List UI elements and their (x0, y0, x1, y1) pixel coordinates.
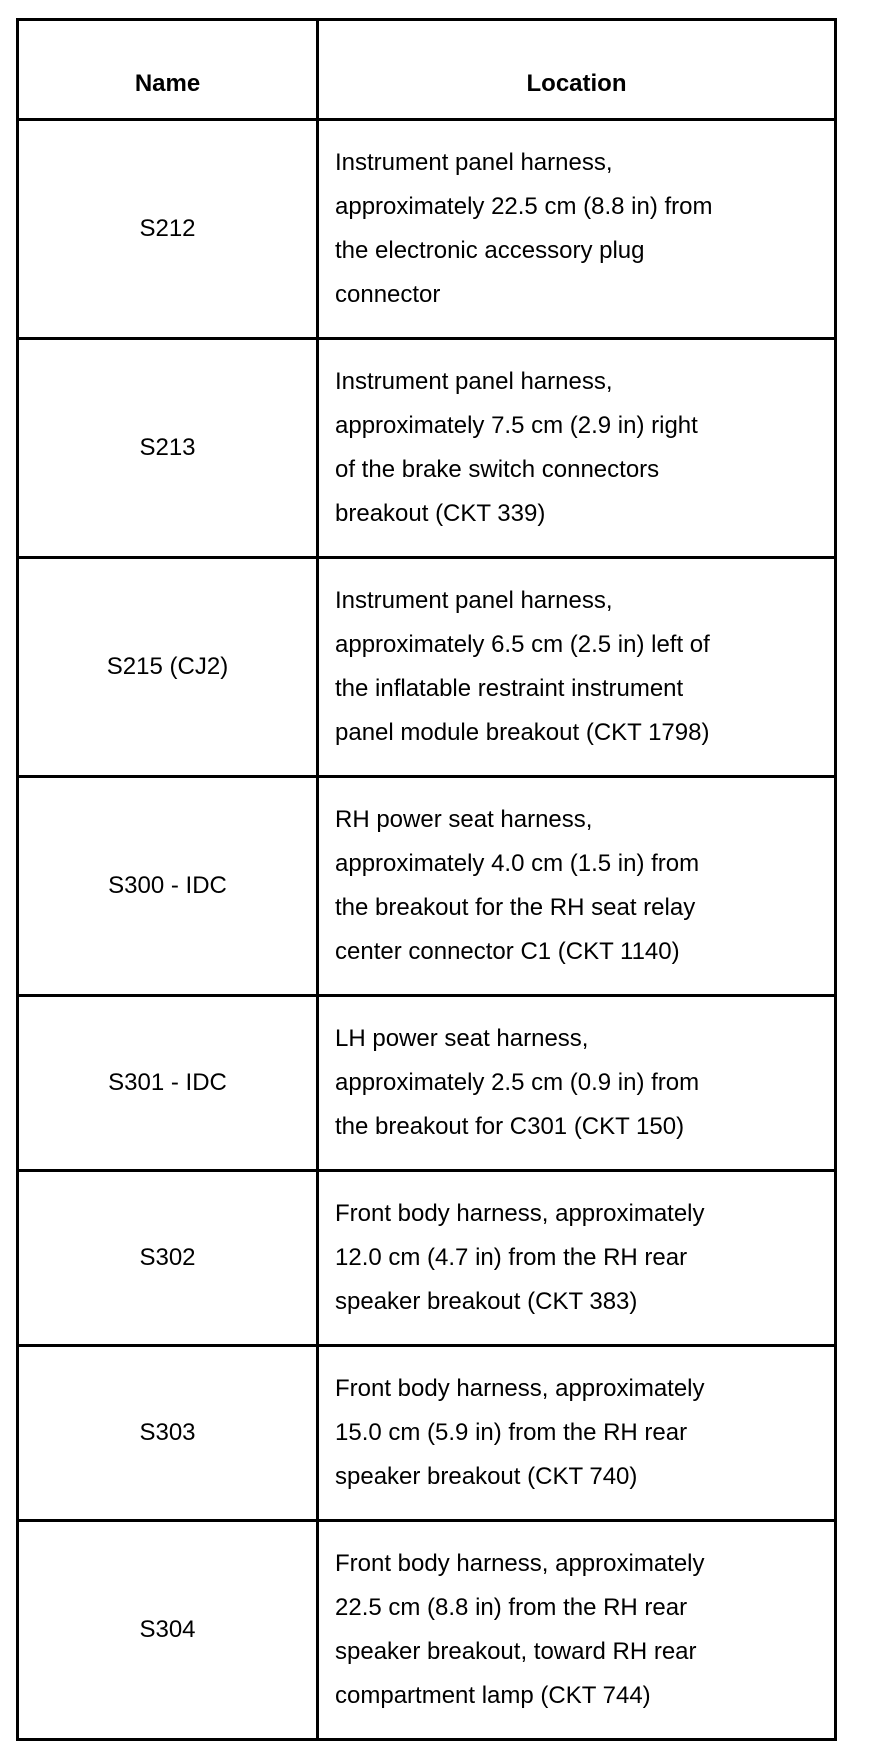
table-row (18, 558, 836, 777)
splice-location (318, 558, 836, 777)
location-line: speaker breakout (CKT 383) (335, 1288, 638, 1315)
location-line: breakout (CKT 339) (335, 500, 546, 527)
table-row (18, 777, 836, 996)
location-line: Instrument panel harness, (335, 149, 613, 176)
table-row (18, 996, 836, 1171)
splice-location-table (16, 18, 837, 1741)
location-line: speaker breakout (CKT 740) (335, 1463, 638, 1490)
header-name: Name (18, 20, 318, 120)
splice-name: S300 - IDC (18, 777, 318, 996)
location-line: 15.0 cm (5.9 in) from the RH rear (335, 1419, 688, 1446)
splice-name: S213 (18, 339, 318, 558)
table-body (18, 120, 836, 1740)
location-line: Instrument panel harness, (335, 587, 613, 614)
location-line: the inflatable restraint instrument (335, 675, 684, 702)
location-line: connector (335, 281, 441, 308)
location-line: speaker breakout, toward RH rear (335, 1638, 697, 1665)
table-row (18, 1171, 836, 1346)
location-line: the electronic accessory plug (335, 237, 645, 264)
location-line: LH power seat harness, (335, 1025, 589, 1052)
location-line: approximately 6.5 cm (2.5 in) left of (335, 631, 710, 658)
splice-location (318, 1346, 836, 1521)
location-line: 12.0 cm (4.7 in) from the RH rear (335, 1244, 688, 1271)
location-line: RH power seat harness, (335, 806, 593, 833)
splice-location (318, 120, 836, 339)
location-line: Instrument panel harness, (335, 368, 613, 395)
location-line: Front body harness, approximately (335, 1550, 705, 1577)
location-line: the breakout for C301 (CKT 150) (335, 1113, 685, 1140)
splice-name: S303 (18, 1346, 318, 1521)
location-line: approximately 2.5 cm (0.9 in) from (335, 1069, 700, 1096)
splice-name: S304 (18, 1521, 318, 1740)
splice-location (318, 996, 836, 1171)
splice-name: S302 (18, 1171, 318, 1346)
location-line: approximately 4.0 cm (1.5 in) from (335, 850, 700, 877)
location-line: center connector C1 (CKT 1140) (335, 938, 680, 965)
splice-location (318, 339, 836, 558)
location-line: 22.5 cm (8.8 in) from the RH rear (335, 1594, 688, 1621)
splice-location (318, 777, 836, 996)
location-line: approximately 22.5 cm (8.8 in) from (335, 193, 713, 220)
header-location: Location (318, 20, 836, 120)
table-row (18, 120, 836, 339)
splice-location (318, 1521, 836, 1740)
splice-name: S215 (CJ2) (18, 558, 318, 777)
table-row (18, 339, 836, 558)
location-line: panel module breakout (CKT 1798) (335, 719, 710, 746)
location-line: the breakout for the RH seat relay (335, 894, 696, 921)
splice-name: S212 (18, 120, 318, 339)
table-row (18, 1346, 836, 1521)
location-line: of the brake switch connectors (335, 456, 660, 483)
location-line: Front body harness, approximately (335, 1375, 705, 1402)
header-row (18, 20, 836, 120)
location-line: compartment lamp (CKT 744) (335, 1682, 651, 1709)
splice-location (318, 1171, 836, 1346)
location-line: approximately 7.5 cm (2.9 in) right (335, 412, 698, 439)
splice-name: S301 - IDC (18, 996, 318, 1171)
location-line: Front body harness, approximately (335, 1200, 705, 1227)
table-row (18, 1521, 836, 1740)
